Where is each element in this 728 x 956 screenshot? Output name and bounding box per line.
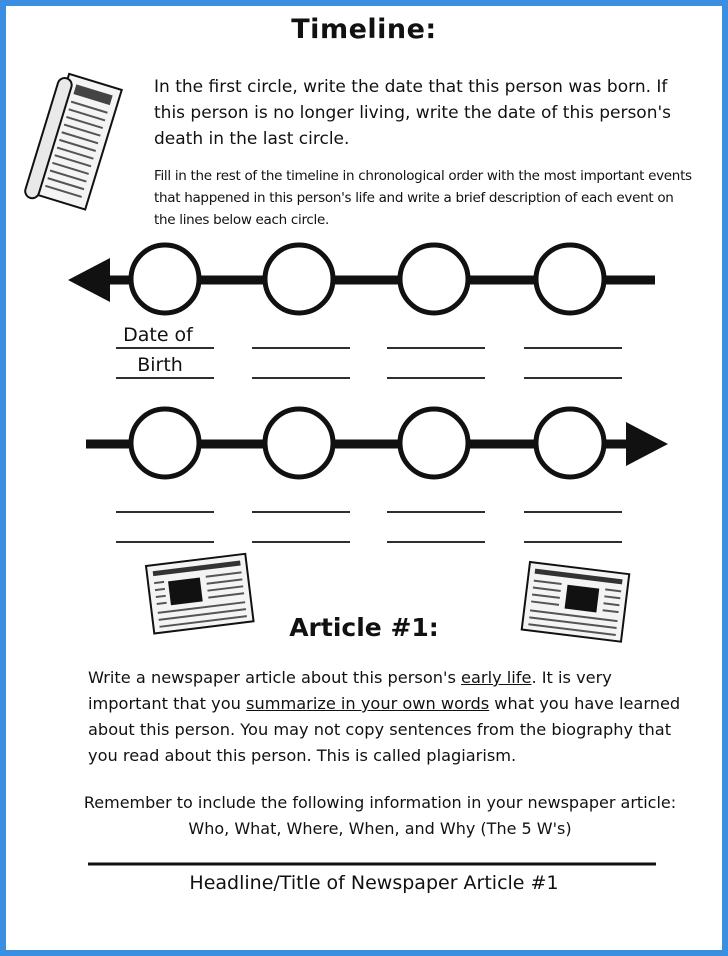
instruction-birth-death: In the first circle, write the date that this person was born. If this person is no longer living, write the date of this person's death in the last circle. — [154, 77, 672, 149]
article-text-part: . It is very important that you — [88, 668, 612, 713]
five-ws-reminder: Remember to include the following information in your newspaper article: Who, What, Where, When, and Why (The 5 W's) — [83, 793, 677, 838]
timeline-circle-8[interactable] — [536, 409, 604, 477]
timeline-circle-5[interactable] — [131, 409, 199, 477]
article-text-part: Write a newspaper article about this person's — [88, 668, 462, 687]
headline-label: Headline/Title of Newspaper Article #1 — [189, 872, 559, 894]
timeline-circle-4[interactable] — [536, 245, 604, 313]
early-life-emphasis: early life — [461, 668, 532, 687]
timeline-circle-7[interactable] — [400, 409, 468, 477]
timeline-circle-2[interactable] — [265, 245, 333, 313]
timeline-row-2 — [86, 409, 668, 477]
timeline-circle-3[interactable] — [400, 245, 468, 313]
rolled-newspaper-icon — [23, 72, 121, 215]
timeline-circle-6[interactable] — [265, 409, 333, 477]
date-of-birth-label-1: Date of — [123, 324, 193, 346]
article-title: Article #1: — [289, 613, 439, 642]
writing-lines-row-2 — [116, 512, 622, 542]
timeline-row-1 — [68, 245, 655, 313]
timeline-circle-1[interactable] — [131, 245, 199, 313]
date-of-birth-label-2: Birth — [137, 354, 183, 376]
instruction-fill-timeline: Fill in the rest of the timeline in chronological order with the most important events that happened in this person's life and write a brief description of each event on the lines below each circle. — [154, 168, 692, 228]
article-instructions — [88, 665, 688, 769]
article-text-part: what you have learned about this person. You may not copy sentences from the biography that you read about this person. This is called plagiarism. — [88, 694, 681, 765]
page-title: Timeline: — [291, 14, 437, 45]
summarize-emphasis: summarize in your own words — [246, 694, 490, 713]
